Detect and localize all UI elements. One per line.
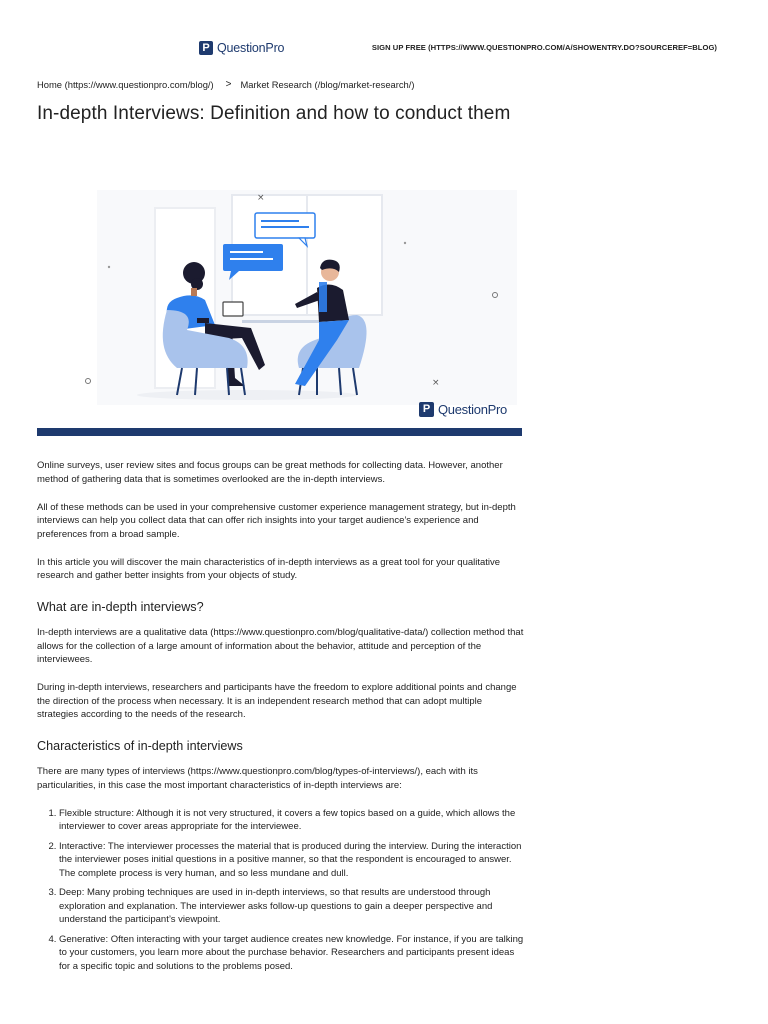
interview-illustration [37,180,522,438]
logo-text: QuestionPro [217,41,285,55]
sparkle-icon [108,266,110,268]
sparkle-icon [86,379,91,384]
hero-illustration [37,180,522,438]
watermark-logo-mark-icon: P [419,402,434,417]
breadcrumb-market-research-link[interactable]: Market Research (/blog/market-research/) [240,79,415,90]
floor-shadow [137,390,357,400]
hero-watermark-logo [419,402,507,417]
list-item: 3. Deep: Many probing techniques are used in in-depth interviews, so that results are understood through exploration and explanation. The interviewer asks follow-up questions to gain a deeper perspective and understand the participant’s viewpoint. [59,886,525,927]
characteristics-list [37,807,525,974]
page-title: In-depth Interviews: Definition and how to conduct them [37,103,511,124]
section1-paragraph-2: During in-depth interviews, researchers and participants have the freedom to explore additional points and change the direction of the process when necessary. It is an independent research method that can adopt multiple strategies according to the needs of the research. [37,682,517,720]
questionpro-logo[interactable] [199,41,284,55]
breadcrumb [37,79,415,90]
article-body [37,459,525,979]
sign-up-free-link[interactable]: SIGN UP FREE (HTTPS://WWW.QUESTIONPRO.COM/A/SHOWENTRY.DO?SOURCEREF=BLOG) [371,43,717,52]
sparkle-icon [404,242,406,244]
list-item: 1. Flexible structure: Although it is not very structured, it covers a few topics based on a guide, which allows the interviewer to cover areas appropriate for the interviewee. [59,807,525,834]
laptop-icon [223,302,243,316]
logo-mark-icon: P [199,41,213,55]
page-header [0,0,768,70]
section1-paragraph-1: In-depth interviews are a qualitative data (https://www.questionpro.com/blog/qualitative-data/) collection method that allows for the collection of a large amount of information about the behavior, attitude and perception of the interviewees. [37,627,524,665]
watermark-logo-text: QuestionPro [438,402,507,417]
intro-paragraph-2: All of these methods can be used in your comprehensive customer experience management strategy, but in-depth interviews can help you collect data that can offer rich insights into your target audience’s experience and preferences from a broad sample. [37,501,516,540]
section-heading-characteristics: Characteristics of in-depth interviews [37,738,243,753]
hero-bottom-bar [37,428,522,436]
table-top [242,320,322,323]
section2-intro: There are many types of interviews (https://www.questionpro.com/blog/types-of-interviews/), each with its particularities, in this case the most important characteristics of in-depth interviews are: [37,766,478,791]
list-item: 2. Interactive: The interviewer processes the material that is produced during the interview. During the interaction the interviewer poses initial questions in a positive manner, so that the respondent is encouraged to answer. The complete process is very human, and so less mundane and dull. [59,840,525,881]
intro-paragraph-3: In this article you will discover the main characteristics of in-depth interviews as a great tool for your qualitative research and gather better insights from your objects of study. [37,556,501,581]
sparkle-icon: × [257,193,265,203]
sparkle-icon: × [432,378,440,388]
chevron-right-icon: > [225,79,232,90]
breadcrumb-home-link[interactable]: Home (https://www.questionpro.com/blog/) [37,79,214,90]
intro-paragraph-1: Online surveys, user review sites and focus groups can be great methods for collecting data. However, another method of gathering data that is sometimes overlooked are the in-depth interviews. [37,460,503,485]
list-item: 4. Generative: Often interacting with your target audience creates new knowledge. For instance, if you are talking to your customers, you learn more about the purchase behavior. Researchers and participants present ideas for a specific topic and solutions to the problems posed. [59,933,525,974]
section-heading-what-are: What are in-depth interviews? [37,599,204,614]
